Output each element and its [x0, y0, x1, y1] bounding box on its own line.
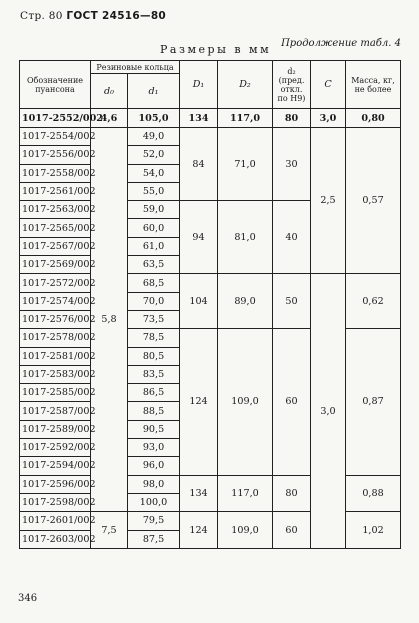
d2-cell: 80 [273, 475, 311, 512]
page-header [20, 10, 166, 22]
d1-cell: 124 [180, 329, 218, 475]
designation-cell: 1017-2561/002 [20, 182, 91, 200]
d1-cell: 55,0 [128, 182, 180, 200]
d1-cell: 98,0 [128, 475, 180, 493]
designation-cell: 1017-2601/002 [20, 512, 91, 530]
mass-cell: 0,80 [346, 109, 401, 128]
d1-cell: 80,5 [128, 347, 180, 365]
d2-cell: 50 [273, 274, 311, 329]
designation-cell: 1017-2589/002 [20, 420, 91, 438]
d2-cell: 71,0 [218, 128, 273, 201]
designation-cell: 1017-2578/002 [20, 329, 91, 347]
designation-cell: 1017-2558/002 [20, 164, 91, 182]
d1-cell: 134 [180, 475, 218, 512]
col-d2: d₂ (пред. откл. по H9) [273, 61, 311, 109]
col-d1: d₁ [128, 74, 180, 109]
table-row [20, 274, 401, 292]
c-cell: 2,5 [311, 128, 346, 274]
col-rubber-rings: Резиновые кольца [91, 61, 180, 74]
d1-cell: 68,5 [128, 274, 180, 292]
d1-cell: 70,0 [128, 292, 180, 310]
mass-cell: 1,02 [346, 512, 401, 549]
designation-cell: 1017-2587/002 [20, 402, 91, 420]
d1-cell: 134 [180, 109, 218, 128]
c-cell: 3,0 [311, 274, 346, 548]
mass-cell: 0,88 [346, 475, 401, 512]
designation-cell: 1017-2574/002 [20, 292, 91, 310]
d1-cell: 54,0 [128, 164, 180, 182]
designation-cell: 1017-2598/002 [20, 493, 91, 511]
d2-cell: 89,0 [218, 274, 273, 329]
d1-cell: 86,5 [128, 384, 180, 402]
designation-cell: 1017-2576/002 [20, 310, 91, 328]
d2-cell: 117,0 [218, 475, 273, 512]
d2-cell: 109,0 [218, 512, 273, 549]
d1-cell: 93,0 [128, 439, 180, 457]
designation-cell: 1017-2572/002 [20, 274, 91, 292]
d1-cell: 52,0 [128, 146, 180, 164]
d1-cell: 88,5 [128, 402, 180, 420]
d2-cell: 40 [273, 201, 311, 274]
d0-cell: 7,5 [91, 512, 128, 549]
d1-cell: 90,5 [128, 420, 180, 438]
designation-cell: 1017-2581/002 [20, 347, 91, 365]
d1-cell: 94 [180, 201, 218, 274]
designation-cell: 1017-2552/002 [20, 109, 91, 128]
d2-cell: 30 [273, 128, 311, 201]
table-row [20, 128, 401, 146]
d2-cell: 109,0 [218, 329, 273, 475]
dimensions-table [19, 60, 401, 549]
table-row [20, 109, 401, 128]
d1-cell: 83,5 [128, 365, 180, 383]
designation-cell: 1017-2563/002 [20, 201, 91, 219]
col-D1: D₁ [180, 61, 218, 109]
continuation-note: Продолжение табл. 4 [281, 38, 401, 49]
designation-cell: 1017-2594/002 [20, 457, 91, 475]
col-C: C [311, 61, 346, 109]
d0-cell: 5,8 [91, 128, 128, 512]
table-title: Размеры в мм [160, 43, 272, 56]
page-number: 346 [18, 593, 38, 604]
col-mass: Масса, кг, не более [346, 61, 401, 109]
designation-cell: 1017-2583/002 [20, 365, 91, 383]
designation-cell: 1017-2556/002 [20, 146, 91, 164]
d1-cell: 63,5 [128, 256, 180, 274]
d2-cell: 117,0 [218, 109, 273, 128]
d2-cell: 60 [273, 512, 311, 549]
d1-cell: 60,0 [128, 219, 180, 237]
mass-cell: 0,62 [346, 274, 401, 329]
d1-cell: 59,0 [128, 201, 180, 219]
d1-cell: 96,0 [128, 457, 180, 475]
designation-cell: 1017-2596/002 [20, 475, 91, 493]
col-d0: d₀ [91, 74, 128, 109]
d1-cell: 104 [180, 274, 218, 329]
d2-cell: 80 [273, 109, 311, 128]
designation-cell: 1017-2592/002 [20, 439, 91, 457]
d1-cell: 124 [180, 512, 218, 549]
designation-cell: 1017-2565/002 [20, 219, 91, 237]
d1-cell: 100,0 [128, 493, 180, 511]
col-D2: D₂ [218, 61, 273, 109]
d1-cell: 49,0 [128, 128, 180, 146]
page-label: Стр. 80 [20, 10, 63, 22]
designation-cell: 1017-2603/002 [20, 530, 91, 548]
c-cell: 3,0 [311, 109, 346, 128]
mass-cell: 0,87 [346, 329, 401, 475]
col-designation: Обозначение пуансона [20, 61, 91, 109]
designation-cell: 1017-2567/002 [20, 237, 91, 255]
standard-number: ГОСТ 24516—80 [66, 10, 167, 22]
d1-cell: 73,5 [128, 310, 180, 328]
mass-cell: 0,57 [346, 128, 401, 274]
designation-cell: 1017-2554/002 [20, 128, 91, 146]
d1-cell: 84 [180, 128, 218, 201]
d1-cell: 78,5 [128, 329, 180, 347]
d0-cell: 4,6 [91, 109, 128, 128]
d1-cell: 87,5 [128, 530, 180, 548]
d1-cell: 79,5 [128, 512, 180, 530]
d1-cell: 105,0 [128, 109, 180, 128]
designation-cell: 1017-2585/002 [20, 384, 91, 402]
d2-cell: 60 [273, 329, 311, 475]
designation-cell: 1017-2569/002 [20, 256, 91, 274]
d2-cell: 81,0 [218, 201, 273, 274]
d1-cell: 61,0 [128, 237, 180, 255]
